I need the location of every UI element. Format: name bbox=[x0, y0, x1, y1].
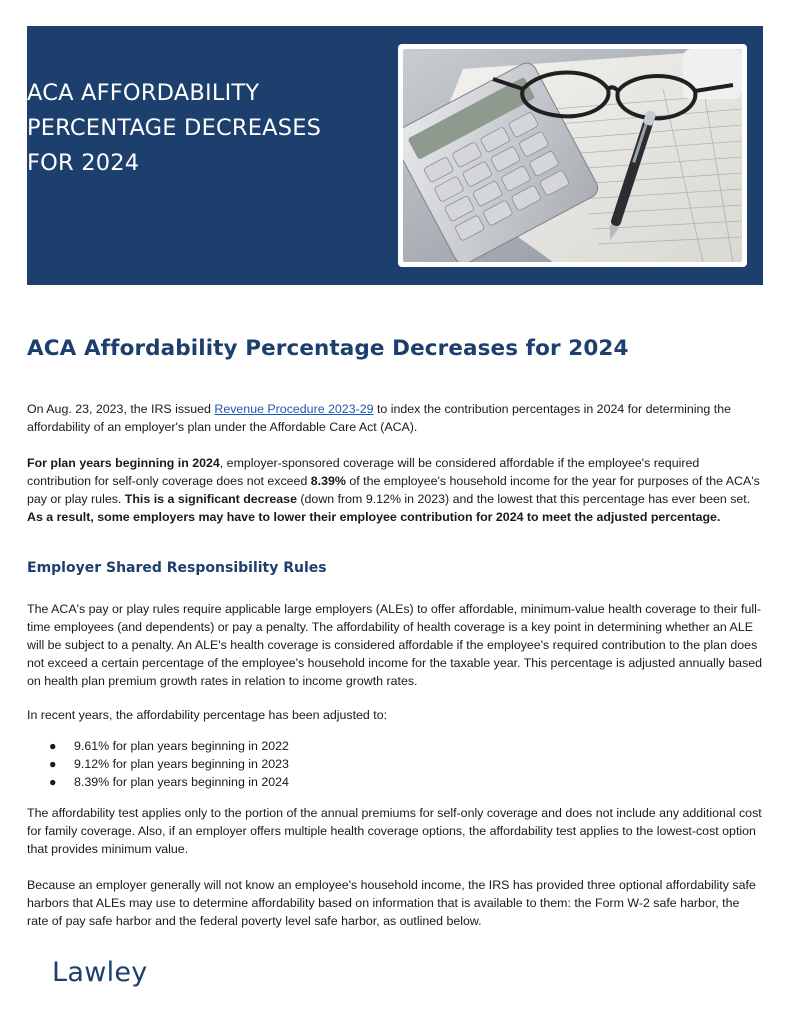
revenue-procedure-link[interactable]: Revenue Procedure 2023-29 bbox=[214, 402, 374, 416]
calculator-glasses-pen-photo bbox=[403, 49, 742, 262]
recent-years-intro: In recent years, the affordability percentage has been adjusted to: bbox=[27, 708, 388, 722]
plan-years-text-1: , employer-sponsored coverage will be considered affordable if the employee's required contribution for self-only coverage does not exceed bbox=[27, 456, 700, 488]
plan-years-bold-result: As a result, some employers may have to lower their employee contribution for 2024 to meet the adjusted percentage. bbox=[27, 510, 721, 524]
plan-years-text-3: (down from 9.12% in 2023) and the lowest that this percentage has ever been set. bbox=[296, 492, 751, 506]
percentage-list bbox=[27, 737, 289, 791]
banner-title-line-1: ACA AFFORDABILITY bbox=[27, 80, 260, 106]
bullet-icon: ● bbox=[49, 757, 57, 771]
plan-years-paragraph bbox=[27, 454, 764, 526]
banner-title bbox=[27, 76, 367, 181]
list-item-text: 9.61% for plan years beginning in 2022 bbox=[74, 739, 289, 753]
plan-years-bold-lead: For plan years beginning in 2024 bbox=[27, 456, 220, 470]
page-title: ACA Affordability Percentage Decreases for 2024 bbox=[27, 336, 629, 361]
list-item bbox=[27, 773, 289, 791]
safe-harbor-paragraph: Because an employer generally will not know an employee's household income, the IRS has provided three optional affordability safe harbors that ALEs may use to determine affordability based on information that is available to them: the Form W-2 safe harbor, the rate of pay safe harbor and the federal poverty level safe harbor, as outlined below. bbox=[27, 878, 756, 928]
intro-text-before: On Aug. 23, 2023, the IRS issued bbox=[27, 402, 215, 416]
list-item bbox=[27, 755, 289, 773]
banner-title-line-2: PERCENTAGE DECREASES bbox=[27, 115, 322, 141]
rules-paragraph: The ACA's pay or play rules require applicable large employers (ALEs) to offer affordable, minimum-value health coverage to their full-time employees (and dependents) or pay a penalty. The affordability of health coverage is a key point in determining whether an ALE will be subject to a penalty. An ALE's health coverage is considered affordable if the employee's required contribution to the plan does not exceed a certain percentage of the employee's household income for the taxable year. This percentage is adjusted annually based on health plan premium growth rates in relation to income growth rates. bbox=[27, 602, 763, 688]
bullet-icon: ● bbox=[49, 775, 57, 789]
affordability-test-paragraph: The affordability test applies only to the portion of the annual premiums for self-only coverage and does not include any additional cost for family coverage. Also, if an employer offers multiple health coverage options, the affordability test applies to the lowest-cost option that provides minimum value. bbox=[27, 806, 762, 856]
banner-photo-frame bbox=[398, 44, 747, 267]
intro-text-after: to index the contribution percentages in 2024 for determining the affordability of an employer's plan under the Affordable Care Act (ACA). bbox=[27, 402, 731, 434]
intro-paragraph bbox=[27, 400, 764, 436]
plan-years-bold-decrease: This is a significant decrease bbox=[124, 492, 297, 506]
list-item-text: 9.12% for plan years beginning in 2023 bbox=[74, 757, 289, 771]
list-item bbox=[27, 737, 289, 755]
lawley-logo: Lawley bbox=[52, 957, 148, 988]
plan-years-text-2: of the employee's household income for the year for purposes of the ACA's pay or play rules. bbox=[27, 474, 760, 506]
banner-title-line-3: FOR 2024 bbox=[27, 150, 140, 176]
section-heading: Employer Shared Responsibility Rules bbox=[27, 560, 327, 576]
list-item-text: 8.39% for plan years beginning in 2024 bbox=[74, 775, 289, 789]
plan-years-bold-pct: 8.39% bbox=[310, 474, 346, 488]
bullet-icon: ● bbox=[49, 739, 57, 753]
